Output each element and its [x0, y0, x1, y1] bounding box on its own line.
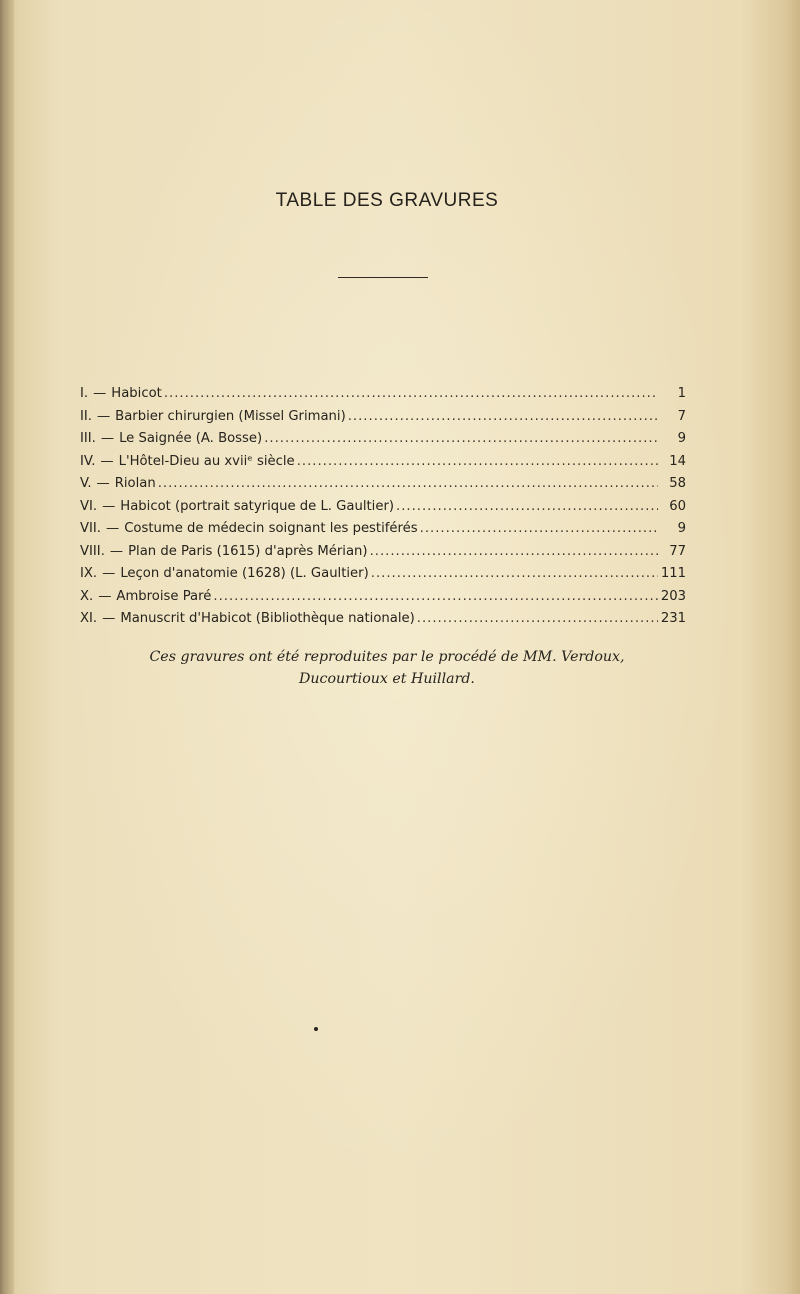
- entry-dash: —: [100, 453, 114, 469]
- entry-dash: —: [93, 386, 107, 401]
- entry-page-number: 111: [660, 566, 686, 581]
- dot-leader: [213, 586, 658, 609]
- toc-entry: [80, 383, 686, 406]
- entry-number: IX.: [80, 566, 98, 581]
- toc-entry: [80, 473, 686, 496]
- entry-page-number: 1: [677, 386, 686, 401]
- entry-title: Habicot: [111, 386, 162, 401]
- dot-leader: [396, 496, 658, 519]
- entry-title: L'Hôtel-Dieu au xviiᵉ siècle: [118, 453, 295, 469]
- entry-page-number: 203: [660, 588, 686, 604]
- entry-page-number: 60: [669, 498, 686, 514]
- dot-leader: [348, 406, 658, 429]
- toc-entry: [80, 541, 686, 564]
- credit-line: Ces gravures ont été reproduites par le procédé de MM. Verdoux,: [149, 649, 625, 665]
- toc-entry: [80, 608, 686, 631]
- entry-number: X.: [80, 588, 94, 604]
- entry-dash: —: [102, 566, 116, 581]
- entry-title: Barbier chirurgien (Missel Grimani): [115, 408, 346, 424]
- entry-dash: —: [98, 588, 112, 604]
- entry-page-number: 9: [677, 431, 686, 446]
- dot-leader: [417, 608, 658, 631]
- toc-entry: [80, 496, 686, 519]
- toc-entry: [80, 451, 686, 474]
- dot-leader: [297, 451, 658, 474]
- entry-dash: —: [96, 408, 111, 424]
- entry-dash: —: [106, 521, 120, 536]
- entry-title: Le Saignée (A. Bosse): [119, 431, 263, 446]
- entry-dash: —: [109, 543, 124, 559]
- dot-leader: [370, 541, 658, 564]
- ink-speck: [314, 1027, 318, 1031]
- printing-credit: [0, 646, 774, 690]
- toc-entry: [80, 518, 686, 541]
- entry-page-number: 14: [669, 453, 686, 469]
- entry-page-number: 9: [677, 521, 686, 536]
- entry-title: Riolan: [114, 476, 156, 491]
- toc-entry: [80, 563, 686, 586]
- dot-leader: [371, 563, 658, 586]
- entry-number: II.: [80, 408, 92, 424]
- entry-page-number: 58: [669, 476, 686, 491]
- entry-dash: —: [102, 611, 116, 626]
- entry-number: I.: [80, 386, 89, 401]
- toc-entry: [80, 406, 686, 429]
- dot-leader: [264, 428, 658, 451]
- title-rule: [338, 277, 428, 278]
- dot-leader: [164, 383, 658, 406]
- entry-title: Leçon d'anatomie (1628) (L. Gaultier): [120, 566, 369, 581]
- entry-number: VI.: [80, 498, 98, 514]
- dot-leader: [420, 518, 658, 541]
- entry-number: VII.: [80, 521, 101, 536]
- entry-title: Habicot (portrait satyrique de L. Gaultier): [120, 498, 395, 514]
- table-of-engravings: [80, 383, 686, 631]
- entry-number: VIII.: [80, 543, 105, 559]
- entry-title: Ambroise Paré: [116, 588, 212, 604]
- entry-number: V.: [80, 476, 92, 491]
- toc-entry: [80, 428, 686, 451]
- entry-page-number: 77: [669, 543, 686, 559]
- entry-page-number: 231: [660, 611, 686, 626]
- entry-title: Costume de médecin soignant les pestiférés: [124, 521, 418, 536]
- dot-leader: [158, 473, 658, 496]
- toc-entry: [80, 586, 686, 609]
- credit-line: Ducourtioux et Huillard.: [299, 671, 475, 687]
- entry-number: IV.: [80, 453, 96, 469]
- entry-dash: —: [100, 431, 115, 446]
- entry-page-number: 7: [677, 408, 686, 424]
- entry-title: Plan de Paris (1615) d'après Mérian): [128, 543, 368, 559]
- entry-number: III.: [80, 431, 96, 446]
- page-title: TABLE DES GRAVURES: [275, 190, 499, 211]
- entry-title: Manuscrit d'Habicot (Bibliothèque nationale): [120, 611, 415, 626]
- entry-dash: —: [102, 498, 116, 514]
- entry-number: XI.: [80, 611, 98, 626]
- entry-dash: —: [96, 476, 110, 491]
